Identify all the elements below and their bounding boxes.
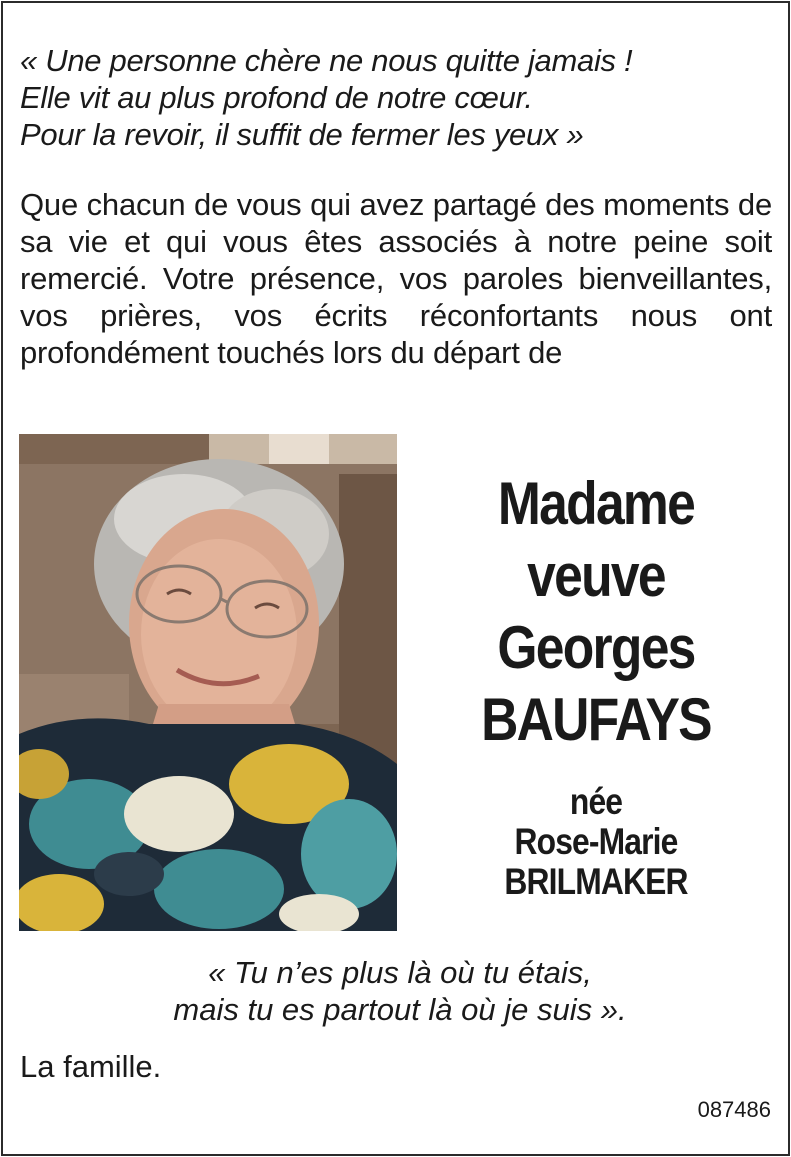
quote-line: « Tu n’es plus là où tu étais,: [208, 955, 592, 990]
closing-quote: [40, 954, 760, 1028]
poem-line: « Une personne chère ne nous quitte jamais !: [20, 43, 633, 78]
poem-line: Pour la revoir, il suffit de fermer les yeux »: [20, 117, 584, 152]
maiden-name: [440, 782, 752, 902]
quote-line: mais tu es partout là où je suis ».: [173, 992, 627, 1027]
deceased-name: [440, 468, 752, 756]
signature: La famille.: [20, 1049, 162, 1084]
portrait-photo: [19, 434, 397, 931]
name-line: Georges: [497, 614, 695, 681]
maiden-name-line: née: [569, 781, 623, 822]
reference-number: 087486: [697, 1097, 771, 1122]
maiden-name-line: BRILMAKER: [504, 861, 688, 902]
name-line: BAUFAYS: [481, 686, 711, 753]
maiden-name-line: Rose-Marie: [514, 821, 678, 862]
name-line: veuve: [527, 542, 665, 609]
poem-line: Elle vit au plus profond de notre cœur.: [20, 80, 533, 115]
opening-poem: [20, 42, 760, 153]
name-line: Madame: [497, 470, 695, 537]
thanks-message: Que chacun de vous qui avez partagé des moments de sa vie et qui vous êtes associés à notre peine soit remercié. Votre présence, vos paroles bienveillantes, vos prières, vos écrits réconfortants nous ont profondément touchés lors du départ de: [20, 187, 772, 370]
